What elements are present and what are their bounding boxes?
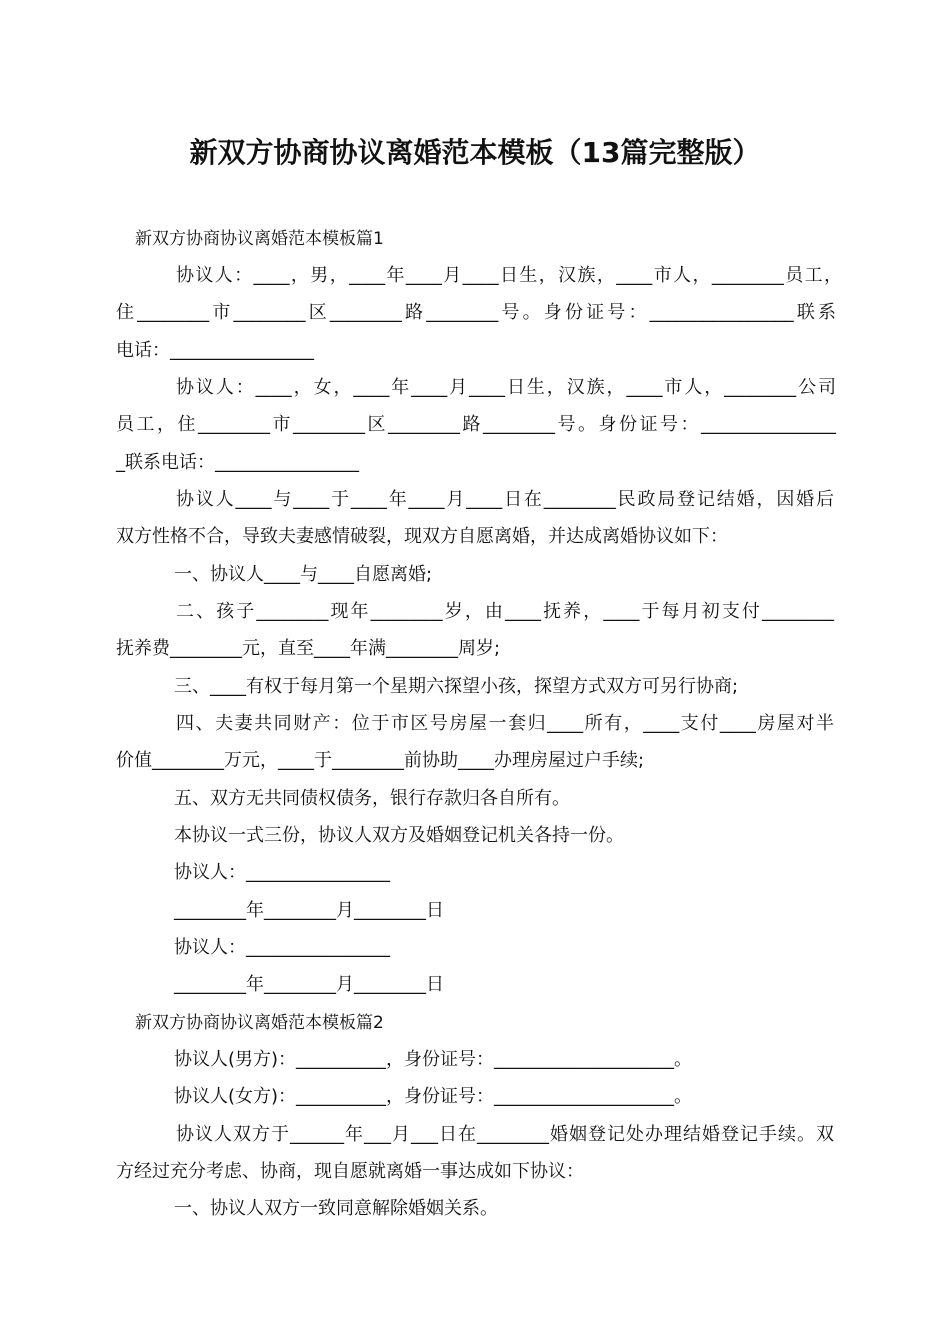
paragraph-line: 价值________万元，____于________前协助____办理房屋过户手续;: [116, 750, 645, 771]
paragraph-line: 协议人双方于______年___月___日在________婚姻登记处办理结婚登记手续。双: [176, 1124, 834, 1145]
paragraph-line: 本协议一式三份，协议人双方及婚姻登记机关各持一份。: [174, 825, 624, 846]
document-title: 新双方协商协议离婚范本模板（13篇完整版）: [189, 136, 761, 169]
section-heading-1: 新双方协商协议离婚范本模板篇1: [135, 229, 384, 249]
date-line: ________年________月________日: [174, 974, 444, 995]
paragraph-line: 二、孩子________现年________岁，由____抚养，____于每月初支付________: [176, 601, 834, 622]
paragraph-line: 抚养费________元，直至____年满________周岁;: [116, 638, 501, 659]
date-line: ________年________月________日: [174, 900, 444, 921]
paragraph-line: 四、夫妻共同财产：位于市区号房屋一套归____所有，____支付____房屋对半: [176, 713, 834, 734]
paragraph-line: 电话：________________: [116, 340, 314, 361]
paragraph-line: 住________市________区________路________号。身份证号：________________联系: [116, 302, 836, 323]
paragraph-line: 一、协议人____与____自愿离婚;: [174, 564, 433, 585]
paragraph-line: 协议人(男方)：__________，身份证号：____________________。: [174, 1049, 693, 1070]
paragraph-line: 协议人(女方)：__________，身份证号：____________________。: [174, 1086, 693, 1107]
paragraph-line: 员工，住________市________区________路________号。身份证号：_______________: [116, 414, 836, 435]
paragraph-line: 协议人：____，男，____年____月____日生，汉族，____市人，________员工，: [176, 265, 842, 286]
paragraph-line: 协议人：____，女，____年____月____日生，汉族，____市人，________公司: [176, 377, 836, 398]
paragraph-line: 五、双方无共同债权债务，银行存款归各自所有。: [174, 788, 570, 809]
paragraph-line: _联系电话：________________: [116, 452, 359, 473]
paragraph-line: 方经过充分考虑、协商，现自愿就离婚一事达成如下协议：: [116, 1161, 584, 1182]
signature-line: 协议人：________________: [174, 937, 390, 958]
paragraph-line: 协议人____与____于____年____月____日在________民政局登记结婚，因婚后: [176, 489, 834, 510]
paragraph-line: 一、协议人双方一致同意解除婚姻关系。: [174, 1198, 498, 1219]
section-heading-2: 新双方协商协议离婚范本模板篇2: [135, 1013, 384, 1033]
signature-line: 协议人：________________: [174, 862, 390, 883]
paragraph-line: 三、____有权于每月第一个星期六探望小孩，探望方式双方可另行协商;: [174, 676, 739, 697]
paragraph-line: 双方性格不合，导致夫妻感情破裂，现双方自愿离婚，并达成离婚协议如下：: [116, 526, 728, 547]
